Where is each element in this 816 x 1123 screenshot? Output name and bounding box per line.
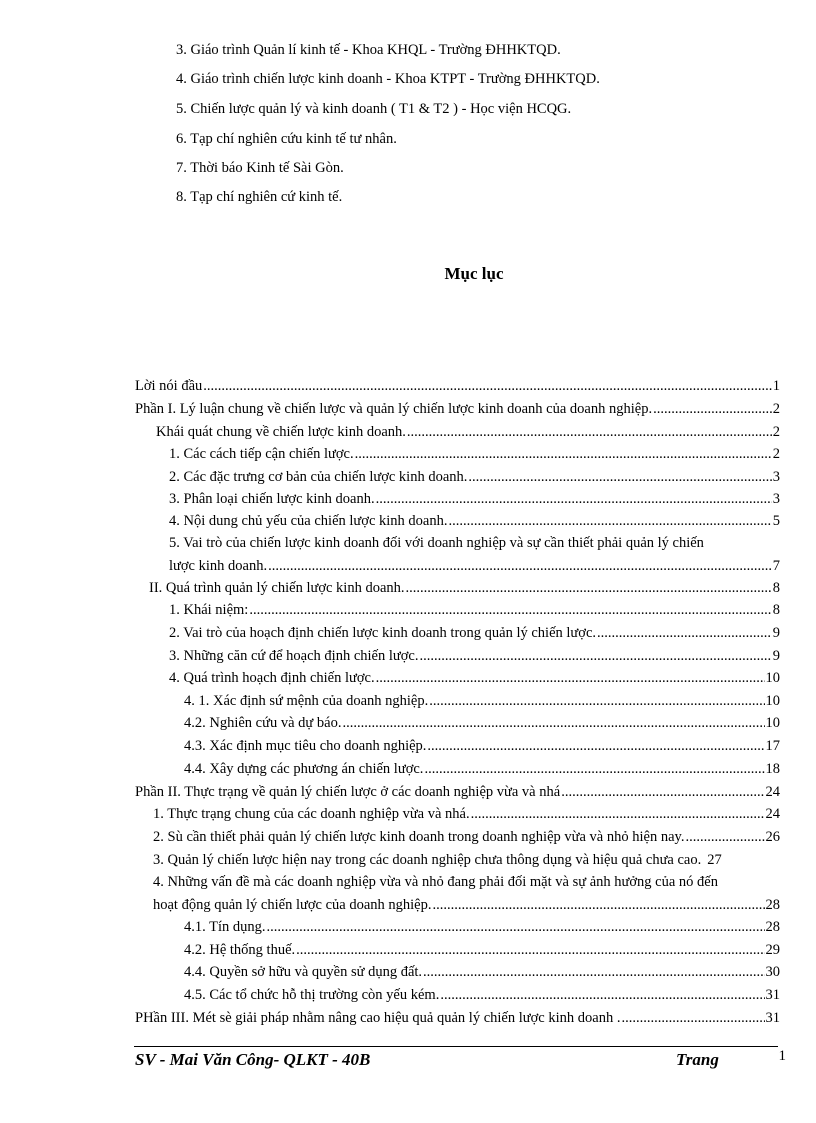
toc-entry[interactable] <box>169 601 780 619</box>
toc-leader <box>432 896 764 914</box>
toc-leader <box>471 805 765 823</box>
toc-entry[interactable] <box>156 423 780 441</box>
toc-leader <box>376 490 772 508</box>
toc-entry-page: 10 <box>765 715 780 731</box>
toc-leader <box>407 423 772 441</box>
toc-entry-page: 29 <box>765 942 780 958</box>
toc-entry-page: 31 <box>765 1010 780 1026</box>
toc-entry-text: 4.5. Các tổ chức hỗ thị trường còn yếu kém. <box>184 987 440 1003</box>
toc-entry[interactable] <box>184 963 780 981</box>
toc-entry-page: 9 <box>772 648 780 664</box>
toc-leader <box>653 400 772 418</box>
toc-entry-page: 26 <box>765 829 780 845</box>
toc-entry-text: 2. Các đặc trưng cơ bản của chiến lược kinh doanh. <box>169 469 468 485</box>
toc-entry[interactable] <box>184 737 780 755</box>
toc-leader <box>267 918 765 936</box>
toc-entry-text: 4.3. Xác định mục tiêu cho doanh nghiệp. <box>184 738 427 754</box>
toc-entry-text: 1. Thực trạng chung của các doanh nghiệp vừa và nhá. <box>153 806 470 822</box>
toc-entry-page: 8 <box>772 602 780 618</box>
toc-entry[interactable] <box>135 783 780 801</box>
toc-entry-page: 17 <box>765 738 780 754</box>
toc-leader <box>376 669 765 687</box>
toc-entry-text: PHần III. Mét sè giải pháp nhằm nâng cao hiệu quả quản lý chiến lược kinh doanh . <box>135 1010 621 1026</box>
toc-leader <box>296 941 764 959</box>
toc-leader <box>342 714 764 732</box>
toc-entry[interactable] <box>184 986 780 1004</box>
toc-leader <box>427 737 764 755</box>
toc-leader <box>468 468 771 486</box>
toc-entry-wrapped[interactable]: 5. Vai trò của chiến lược kinh doanh đối với doanh nghiệp và sự cần thiết phải quản lý chiến <box>169 535 704 551</box>
toc-entry-text: lược kinh doanh. <box>169 558 268 574</box>
toc-leader <box>203 377 771 395</box>
toc-entry-text: 4.1. Tín dụng. <box>184 919 266 935</box>
toc-entry-text: 4.2. Hệ thống thuế. <box>184 942 296 958</box>
toc-entry-text: 3. Những căn cứ để hoạch định chiến lược. <box>169 648 419 664</box>
toc-entry-page: 7 <box>772 558 780 574</box>
toc-entry-page: 2 <box>772 424 780 440</box>
toc-entry-text: 2. Vai trò của hoạch định chiến lược kinh doanh trong quản lý chiến lược. <box>169 625 597 641</box>
toc-entry[interactable] <box>169 512 780 530</box>
toc-leader <box>268 557 772 575</box>
page-number: 1 <box>778 1048 786 1064</box>
footer-label: Trang <box>676 1050 719 1069</box>
toc-entry-text: hoạt động quản lý chiến lược của doanh nghiệp. <box>153 897 432 913</box>
toc-entry-page: 27 <box>707 852 722 868</box>
toc-entry[interactable] <box>169 647 780 665</box>
toc-entry-page: 2 <box>772 446 780 462</box>
toc-entry-text: 2. Sù cần thiết phải quản lý chiến lược kinh doanh trong doanh nghiệp vừa và nhỏ hiện nay. <box>153 829 685 845</box>
toc-entry[interactable] <box>169 557 780 575</box>
reference-item: 4. Giáo trình chiến lược kinh doanh - Khoa KTPT - Trường ĐHHKTQD. <box>176 71 600 87</box>
toc-entry[interactable] <box>153 851 780 869</box>
toc-entry-text: Khái quát chung về chiến lược kinh doanh. <box>156 424 406 440</box>
toc-entry-page: 30 <box>765 964 780 980</box>
toc-leader <box>561 783 764 801</box>
toc-entry[interactable] <box>135 1009 780 1027</box>
toc-entry-page: 9 <box>772 625 780 641</box>
toc-entry-text: 3. Phân loại chiến lược kinh doanh. <box>169 491 375 507</box>
toc-entry-text: 1. Các cách tiếp cận chiến lược. <box>169 446 354 462</box>
toc-entry-text: 4. Quá trình hoạch định chiến lược. <box>169 670 375 686</box>
toc-entry-page: 5 <box>772 513 780 529</box>
toc-entry-wrapped[interactable]: 4. Những vấn đề mà các doanh nghiệp vừa và nhỏ đang phải đối mặt và sự ảnh hưởng của nó đến <box>153 874 718 890</box>
reference-item: 3. Giáo trình Quản lí kinh tế - Khoa KHQL - Trường ĐHHKTQD. <box>176 42 561 58</box>
toc-entry-text: Phần II. Thực trạng về quản lý chiến lược ở các doanh nghiệp vừa và nhá <box>135 784 561 800</box>
toc-entry-page: 18 <box>765 761 780 777</box>
toc-entry-page: 10 <box>765 693 780 709</box>
page-title: Mục lục <box>444 264 504 283</box>
toc-entry-text: 4.4. Quyền sở hữu và quyền sử dụng đất. <box>184 964 423 980</box>
toc-entry[interactable] <box>135 400 780 418</box>
toc-entry-text: 4. 1. Xác định sứ mệnh của doanh nghiệp. <box>184 693 429 709</box>
toc-entry-page: 24 <box>765 806 780 822</box>
toc-entry[interactable] <box>184 918 780 936</box>
toc-leader <box>685 828 764 846</box>
toc-leader <box>429 692 764 710</box>
toc-leader <box>597 624 772 642</box>
toc-leader <box>440 986 764 1004</box>
toc-entry-page: 3 <box>772 469 780 485</box>
reference-item: 7. Thời báo Kinh tế Sài Gòn. <box>176 160 344 176</box>
footer-author: SV - Mai Văn Công- QLKT - 40B <box>135 1050 371 1069</box>
toc-entry[interactable] <box>169 624 780 642</box>
toc-entry-text: 4.2. Nghiên cứu và dự báo. <box>184 715 342 731</box>
toc-leader <box>448 512 771 530</box>
toc-entry[interactable] <box>169 490 780 508</box>
reference-item: 5. Chiến lược quản lý và kinh doanh ( T1 & T2 ) - Học viện HCQG. <box>176 101 572 117</box>
toc-entry[interactable] <box>169 669 780 687</box>
toc-entry[interactable] <box>153 896 780 914</box>
toc-entry-text: 1. Khái niệm: <box>169 602 249 618</box>
toc-leader <box>419 647 771 665</box>
toc-leader <box>355 445 772 463</box>
reference-item: 8. Tạp chí nghiên cứ kinh tế. <box>176 189 343 205</box>
footer-divider <box>134 1046 778 1047</box>
toc-leader <box>423 963 764 981</box>
toc-entry-page: 10 <box>765 670 780 686</box>
toc-entry-text: 4.4. Xây dựng các phương án chiến lược. <box>184 761 424 777</box>
toc-entry[interactable] <box>184 941 780 959</box>
toc-entry-page: 1 <box>772 378 780 394</box>
toc-entry-text: II. Quá trình quản lý chiến lược kinh doanh. <box>149 580 405 596</box>
toc-entry[interactable] <box>184 692 780 710</box>
toc-leader <box>621 1009 764 1027</box>
toc-entry[interactable] <box>135 377 780 395</box>
toc-leader <box>406 579 772 597</box>
toc-entry-text: 3. Quản lý chiến lược hiện nay trong các doanh nghiệp chưa thông dụng và hiệu quả chưa cao. <box>153 852 702 868</box>
toc-leader <box>249 601 771 619</box>
toc-entry[interactable] <box>184 760 780 778</box>
toc-entry-page: 8 <box>772 580 780 596</box>
toc-entry-text: Phần I. Lý luận chung về chiến lược và quản lý chiến lược kinh doanh của doanh nghiệp. <box>135 401 653 417</box>
toc-entry[interactable] <box>149 579 780 597</box>
toc-entry-page: 3 <box>772 491 780 507</box>
toc-entry-text: Lời nói đầu <box>135 378 203 394</box>
toc-entry-page: 28 <box>765 897 780 913</box>
toc-leader <box>424 760 764 778</box>
toc-entry-page: 2 <box>772 401 780 417</box>
toc-entry[interactable] <box>153 828 780 846</box>
toc-entry[interactable] <box>184 714 780 732</box>
reference-item: 6. Tạp chí nghiên cứu kinh tế tư nhân. <box>176 131 397 147</box>
toc-entry-page: 24 <box>765 784 780 800</box>
toc-entry-page: 31 <box>765 987 780 1003</box>
toc-entry[interactable] <box>153 805 780 823</box>
toc-entry[interactable] <box>169 468 780 486</box>
toc-entry[interactable] <box>169 445 780 463</box>
toc-entry-text: 4. Nội dung chủ yếu của chiến lược kinh doanh. <box>169 513 448 529</box>
toc-entry-page: 28 <box>765 919 780 935</box>
